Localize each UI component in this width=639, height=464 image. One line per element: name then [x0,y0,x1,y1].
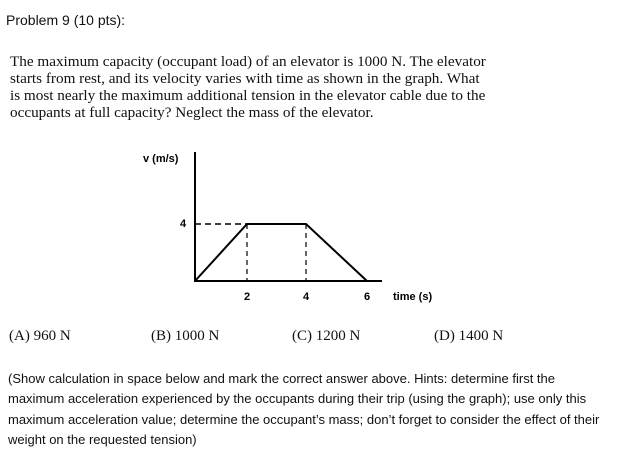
hint-line: maximum acceleration value; determine the occupant’s mass; don’t forget to consider the effect of their [8,411,600,427]
velocity-curve [195,224,367,281]
hint-text [8,369,638,451]
hint-line: weight on the requested tension) [8,432,197,448]
problem-line: The maximum capacity (occupant load) of an elevator is 1000 N. The elevator [10,53,486,70]
answer-choices [9,328,629,348]
problem-line: starts from rest, and its velocity varies with time as shown in the graph. What [10,70,480,87]
choice-b[interactable]: (B) 1000 N [151,328,220,344]
x-tick-label: 6 [363,291,371,303]
problem-line: is most nearly the maximum additional tension in the elevator cable due to the [10,87,486,104]
y-tick-label: 4 [179,218,187,230]
choice-c[interactable]: (C) 1200 N [292,328,361,344]
problem-heading: Problem 9 (10 pts): [6,12,126,28]
x-tick-label: 2 [243,291,251,303]
choice-d[interactable]: (D) 1400 N [434,328,504,344]
choice-a[interactable]: (A) 960 N [9,328,71,344]
y-axis-label: v (m/s) [143,153,179,165]
x-tick-label: 4 [302,291,310,303]
problem-line: occupants at full capacity? Neglect the mass of the elevator. [10,104,374,121]
hint-line: maximum acceleration experienced by the occupants during their trip (using the graph); use only this [8,391,587,407]
x-axis-label: time (s) [393,291,433,303]
hint-line: (Show calculation in space below and mark the correct answer above. Hints: determine first the [8,371,555,386]
